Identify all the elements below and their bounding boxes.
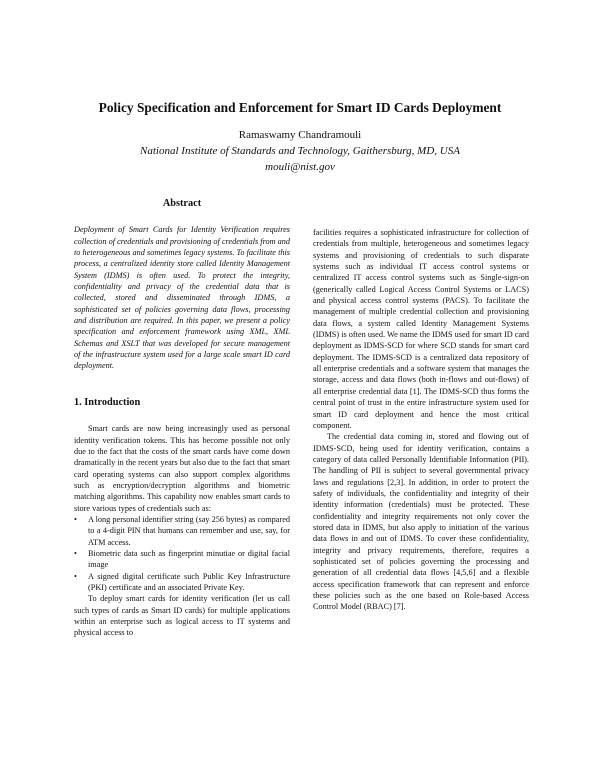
intro-paragraph-2-continued: facilities requires a sophisticated infrastructure for collection of credentials from multiple, heterogeneous and sometimes legacy systems and provisioning of credentials to such disparate systems such as individual IT access control systems or centralized IT access control systems such as Single-sign-on (generically called Logical Access Control Systems or LACS) and physical access control systems (PACS). To facilitate the management of multiple credential collection and provisioning data flows, a system called Identity Management Systems (IDMS) is often used. We name the IDMS used for smart ID card deployment as IDMS-SCD for where SCD stands for smart card deployment. The IDMS-SCD is a centralized data repository of all enterprise credentials and a software system that manages the storage, access and data flows (both in-flows and out-flows) of all enterprise credential data [1]. The IDMS-SCD thus forms the central point of trust in the entire infrastructure system used for smart ID card deployment and hence the most critical component. [313, 228, 529, 430]
bullet-icon: • [74, 514, 77, 524]
intro-paragraph-3: The credential data coming in, stored and flowing out of IDMS-SCD, being used for identity verification, contains a category of data called Personally Identifiable Information (PII). The handling of PII is subject to several governmental privacy laws and regulations [2,3]. In addition, in order to protect the safety of individuals, the confidentiality and integrity of their identity information (credentials) must be protected. These confidentiality and integrity requirements not only cover the stored data in IDMS, but also apply to initiation of the various data flows in and out of IDMS. To cover these confidentiality, integrity and privacy requirements, therefore, requires a sophisticated set of policies governing the processing and generation of all credential data flows [4,5,6] and a flexible access specification framework that can represent and enforce these policies such as the one based on Role-based Access Control Model (RBAC) [7]. [313, 432, 529, 612]
list-item: • Biometric data such as fingerprint minutiae or digital facial image [74, 548, 290, 570]
author-name: Ramaswamy Chandramouli [238, 129, 362, 141]
right-column [313, 227, 529, 613]
intro-paragraph-1: Smart cards are now being increasingly used as personal identity verification tokens. This has become possible not only due to the fact that the costs of the smart cards have come down dramatically in the recent years but also due to the fact that smart card operating systems can also support complex algorithms such as encryption/decryption algorithms and biometric matching algorithms. This capability now enables smart cards to store various types of credentials such as: [74, 424, 290, 513]
abstract-heading: Abstract [162, 198, 202, 209]
author-affiliation: National Institute of Standards and Technology, Gaithersburg, MD, USA [140, 145, 460, 157]
abstract-text: Deployment of Smart Cards for Identity Verification requires collection of credentials and provisioning of credentials from and to heterogeneous and sometimes legacy systems. To facilitate this process, a centralized identity store called Identity Management System (IDMS) is often used. To protect the integrity, confidentiality and privacy of the credential data that is collected, stored and disseminated through IDMS, a sophisticated set of policies governing data flows, processing and distribution are required. In this paper, we present a policy specification and enforcement framework using XML, XML Schemas and XSLT that was developed for secure management of the infrastructure system used for a large scale smart ID card deployment. [74, 225, 290, 371]
list-item: • A long personal identifier string (say 256 bytes) as compared to a 4-digit PIN that humans can remember and use, say, for ATM access. [74, 514, 290, 547]
left-column [74, 198, 290, 639]
credential-list [74, 514, 290, 593]
bullet-icon: • [74, 571, 77, 581]
author-email: mouli@nist.gov [265, 161, 335, 173]
bullet-icon: • [74, 548, 77, 558]
paper-title: Policy Specification and Enforcement for Smart ID Cards Deployment [98, 100, 502, 115]
list-item: • A signed digital certificate such Public Key Infrastructure (PKI) certificate and an associated Private Key. [74, 571, 290, 592]
section-heading-introduction: 1. Introduction [74, 396, 141, 408]
intro-paragraph-2: To deploy smart cards for identity verification (let us call such types of cards as Smart ID cards) for multiple applications within an enterprise such as logical access to IT systems and physical access to [74, 594, 290, 638]
